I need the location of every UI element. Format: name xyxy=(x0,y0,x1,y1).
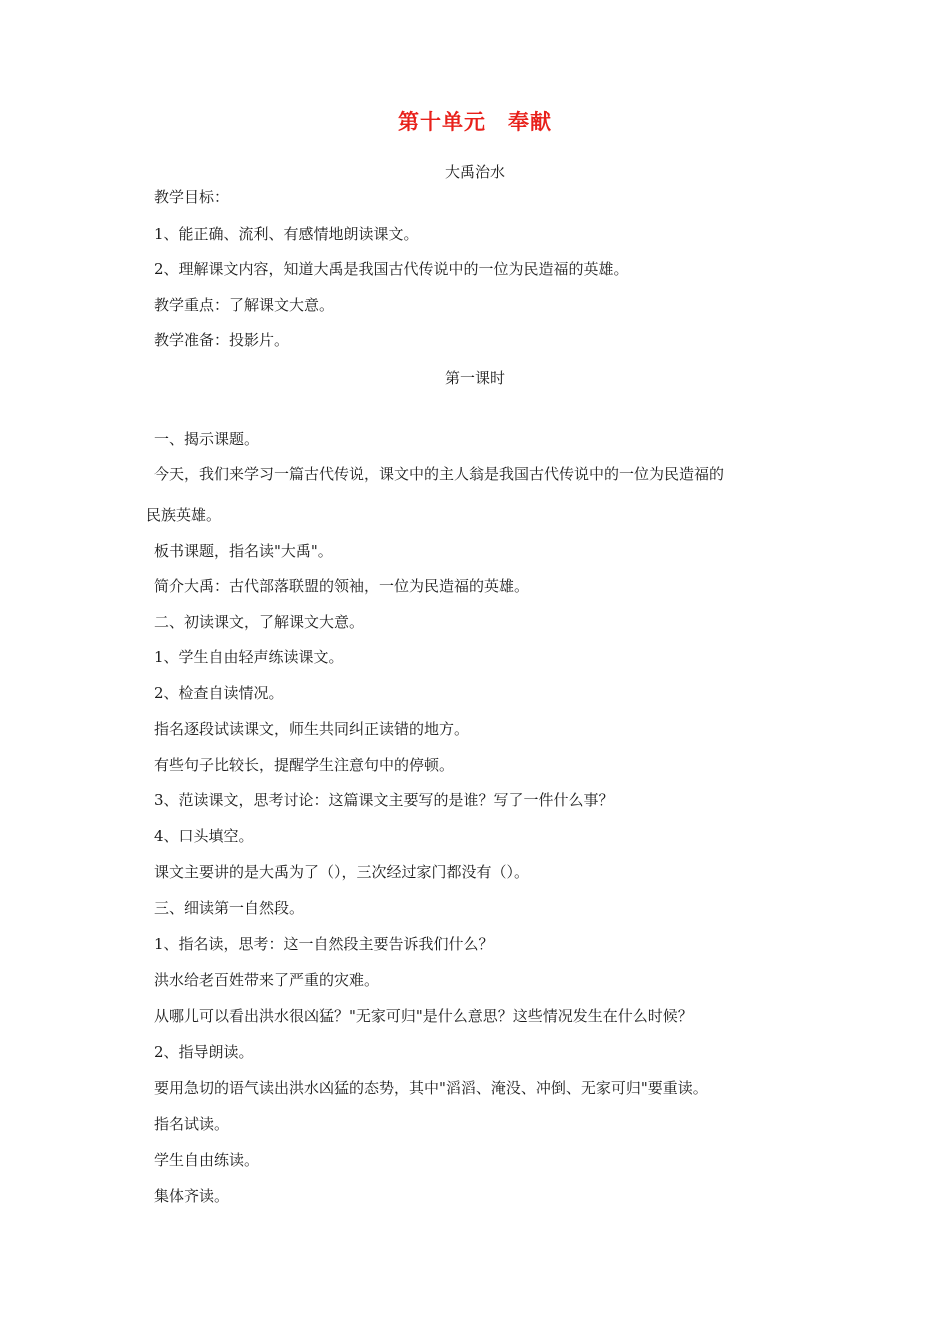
lesson-title: 大禹治水 xyxy=(444,163,505,181)
body-line: 指名试读。 xyxy=(154,1115,230,1133)
body-line: 板书课题，指名读"大禹"。 xyxy=(154,542,333,560)
body-line: 1、学生自由轻声练读课文。 xyxy=(154,648,344,666)
objectives-heading: 教学目标： xyxy=(154,188,230,206)
body-line: 指名逐段试读课文，师生共同纠正读错的地方。 xyxy=(154,720,470,738)
body-line: 简介大禹：古代部落联盟的领袖，一位为民造福的英雄。 xyxy=(154,577,530,595)
body-line: 今天，我们来学习一篇古代传说，课文中的主人翁是我国古代传说中的一位为民造福的 xyxy=(154,465,725,483)
body-line: 民族英雄。 xyxy=(146,506,222,524)
objective-item: 1、能正确、流利、有感情地朗读课文。 xyxy=(154,225,419,243)
period-heading: 第一课时 xyxy=(444,369,505,387)
objective-item: 2、理解课文内容，知道大禹是我国古代传说中的一位为民造福的英雄。 xyxy=(154,260,629,278)
body-line: 要用急切的语气读出洪水凶猛的态势，其中"滔滔、淹没、冲倒、无家可归"要重读。 xyxy=(154,1079,708,1097)
body-line: 4、口头填空。 xyxy=(154,827,254,845)
teaching-preparation: 教学准备：投影片。 xyxy=(154,331,290,349)
body-line: 三、细读第一自然段。 xyxy=(154,899,305,917)
body-line: 二、初读课文，了解课文大意。 xyxy=(154,613,365,631)
teaching-focus: 教学重点：了解课文大意。 xyxy=(154,296,335,314)
body-line: 2、指导朗读。 xyxy=(154,1043,254,1061)
body-line: 洪水给老百姓带来了严重的灾难。 xyxy=(154,971,380,989)
body-line: 一、揭示课题。 xyxy=(154,430,260,448)
body-line: 3、范读课文，思考讨论：这篇课文主要写的是谁？写了一件什么事？ xyxy=(154,791,614,809)
body-line: 课文主要讲的是大禹为了（），三次经过家门都没有（）。 xyxy=(154,863,530,881)
body-line: 有些句子比较长，提醒学生注意句中的停顿。 xyxy=(154,756,455,774)
body-line: 1、指名读，思考：这一自然段主要告诉我们什么？ xyxy=(154,935,494,953)
body-line: 学生自由练读。 xyxy=(154,1151,260,1169)
body-line: 2、检查自读情况。 xyxy=(154,684,284,702)
unit-title: 第十单元 奉献 xyxy=(398,110,552,134)
body-line: 从哪儿可以看出洪水很凶猛？"无家可归"是什么意思？这些情况发生在什么时候？ xyxy=(154,1007,693,1025)
body-line: 集体齐读。 xyxy=(154,1187,230,1205)
